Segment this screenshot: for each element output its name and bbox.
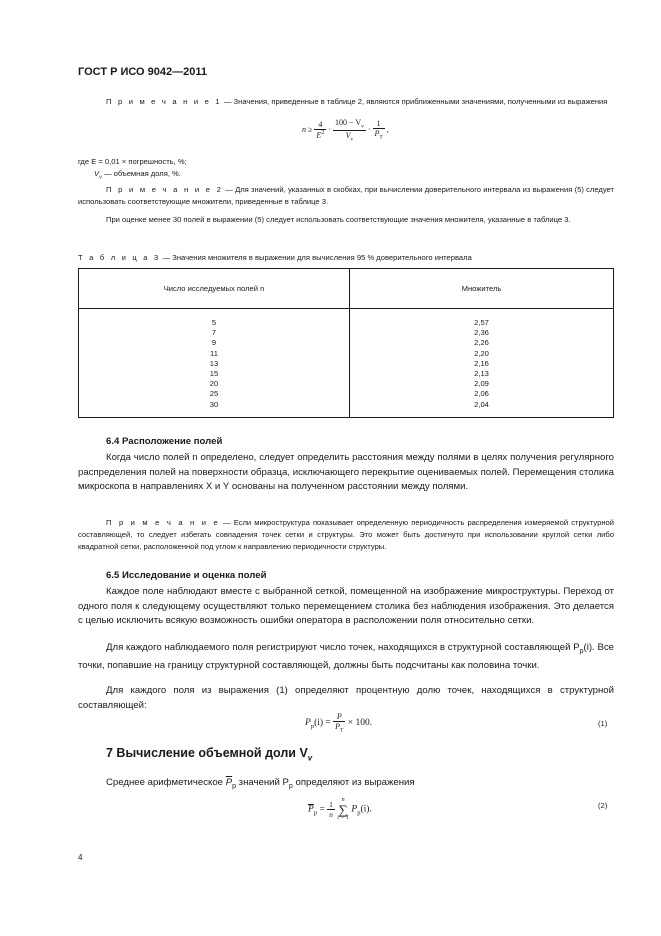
table-cell-multiplier: 2,09	[474, 379, 489, 389]
section-6-4-note: П р и м е ч а н и е — Если микроструктура показывает определенную периодичность распределения измеряемой структурной составляющей, то следует избегать совпадения точек сетки и структуры. Это может быть достигнуто при использовании круглой сетки либо квадратной сетки, расположенной под углом к направлению периодичности структуры.	[78, 518, 614, 551]
summation-sign: n ∑ i = 1	[337, 797, 350, 821]
equation-2-number: (2)	[598, 801, 608, 810]
note-1-label: П р и м е ч а н и е 1	[106, 97, 222, 106]
table-row	[79, 309, 614, 418]
table-cell-fields: 5	[211, 318, 217, 327]
formula-n-frac-1: $\frac{4}{E^2}$	[316, 120, 325, 140]
page-number: 4	[78, 853, 83, 862]
table-cell-multiplier: 2,20	[474, 348, 489, 358]
note-2-label: П р и м е ч а н и е 2	[106, 185, 224, 194]
section-6-4-title: 6.4 Расположение полей	[106, 436, 223, 447]
para-less-than-30: При оценке менее 30 полей в выражении (5) следует использовать соответствующие значения множителя, указанные в таблице 3.	[106, 215, 571, 224]
formula-n-lhs: n ≥	[302, 124, 313, 134]
table-cell-multiplier: 2,36	[474, 328, 489, 338]
table-header-row	[79, 269, 614, 309]
table-cell-fields: 15	[209, 369, 219, 379]
note-1	[78, 96, 614, 108]
section-6-5-para-3: Для каждого поля из выражения (1) определяют процентную долю точек, находящихся в структурной составляющей:	[78, 685, 614, 711]
col-header-fields: Число исследуемых полей n	[79, 269, 350, 309]
section-6-5-title: 6.5 Исследование и оценка полей	[106, 570, 267, 581]
formula-n-frac-3: $\frac{1}{P_T}$	[374, 119, 383, 141]
table-cell-fields: 7	[211, 328, 217, 338]
table-cell-multiplier: 2,04	[474, 399, 489, 409]
standard-header: ГОСТ Р ИСО 9042—2011	[78, 66, 208, 78]
where-line-1: где E = 0,01 × погрешность, %;	[78, 157, 187, 166]
section-7-para: Среднее арифметическое $\overline{P}_p$ значений $P_p$ определяют из выражения	[106, 777, 415, 790]
note-1-text: — Значения, приведенные в таблице 2, являются приближенными значениями, полученными из выражения	[221, 97, 608, 106]
section-6-5-para-2: Для каждого наблюдаемого поля регистрируют число точек, находящихся в структурной составляющей $P_p(i)$. Все точки, попавшие на границу структурной составляющей, должны быть подсчитаны как половина точки.	[78, 642, 614, 672]
table-cell-multiplier: 2,06	[474, 389, 489, 399]
table-cell-fields: 25	[209, 389, 219, 399]
where-line-2: $V_v$ — объемная доля, %.	[94, 169, 181, 181]
table-cell-multiplier: 2,57	[474, 318, 489, 327]
section-6-5-para-1: Каждое поле наблюдают вместе с выбранной сеткой, помещенной на изображение микроструктуры. Переход от одного поля к следующему осуществляют только перемещением столика без наблюдения изображения. Это делается с целью исключить всякую возможность ошибки оператора в расположении поля относительно сетки.	[78, 586, 614, 626]
fields-column	[79, 309, 350, 418]
table-cell-multiplier: 2,26	[474, 338, 489, 348]
table-3-caption: Т а б л и ц а 3 — Значения множителя в выражении для вычисления 95 % доверительного интервала	[78, 253, 472, 262]
table-cell-fields: 20	[209, 379, 219, 389]
table-cell-multiplier: 2,13	[474, 369, 489, 379]
formula-n-frac-2: $\frac{100 - V_v}{V_v}$	[334, 118, 364, 143]
section-7-title: 7 Вычисление объемной доли $V_v$	[106, 746, 313, 763]
table-cell-multiplier: 2,16	[474, 358, 489, 368]
table-cell-fields: 30	[209, 399, 219, 409]
multiplier-column	[350, 309, 614, 418]
equation-1-number: (1)	[598, 719, 608, 728]
note-2-text: — Для значений, указанных в скобках, при вычислении доверительного интервала из выражения (5) следует использовать соответствующие множители, приведенные в таблице 3.	[78, 185, 614, 206]
col-header-multiplier: Множитель	[350, 269, 614, 309]
formula-n: n ≥ $\frac{4}{E^2}$ · $\frac{100 - V_v}{V_v}$ · $\frac{1}{P_T}$ ,	[302, 118, 389, 143]
equation-1: $P_p(i)$ = $\frac{P}{P_T}$ × 100.	[305, 712, 373, 734]
section-6-4-para: Когда число полей n определено, следует определить расстояния между полями в целях получения регулярного распределения полей на поверхности образца, исключающего перекрытие оцениваемых полей. Перемещения столика микроскопа в направлениях X и Y основаны на полученном расстоянии между полями.	[78, 452, 614, 492]
table-cell-fields: 13	[209, 358, 219, 368]
note-2	[78, 184, 614, 208]
table-cell-fields: 11	[210, 348, 218, 358]
table-3	[78, 268, 614, 418]
table-cell-fields: 9	[211, 338, 217, 348]
equation-2: $\overline{P}_p$ = $\frac{1}{n}$ n ∑ i = 1 $P_p(i)$.	[308, 797, 372, 821]
